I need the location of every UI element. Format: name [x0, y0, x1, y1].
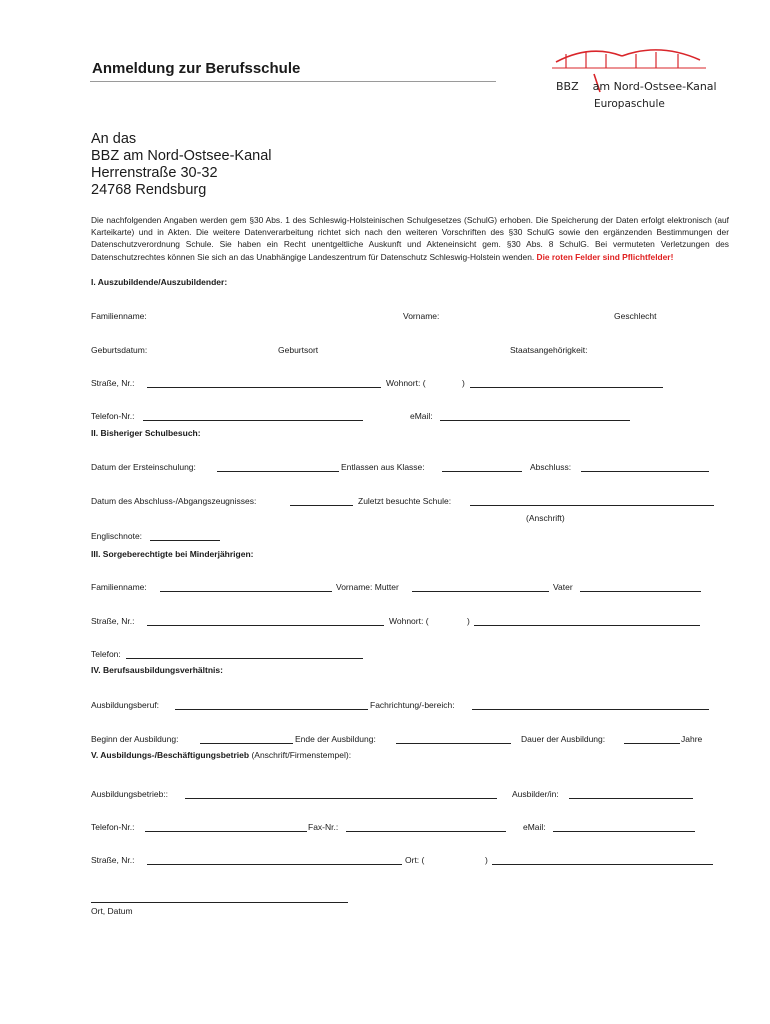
familienname-label: Familienname:: [91, 311, 147, 321]
title-divider: [90, 81, 496, 82]
privacy-notice-text: Die nachfolgenden Angaben werden gem §30 Abs. 1 des Schleswig-Holsteinischen Schulgesetzes (SchulG) erhoben. Die Speicherung der Daten erfolgt elektronisch (auf Karteikarte) und in Akten. Die weitere Datenverarbeitung richtet sich nach den weiteren Vorschriften des §30 SchulG sowie den ergänzenden Bestimmungen der Datenschutzverordnung Schule. Sie haben ein Recht unentgeltliche Auskunft und Akteneinsicht gem. §30 Abs. 8 SchulG. Bei vermuteten Verletzungen des Datenschutzrechtes können Sie sich an das Unabhängige Landeszentrum für Datenschutz Schleswig-Holstein wenden.: [91, 215, 729, 262]
ausbilder-label: Ausbilder/in:: [512, 789, 559, 799]
privacy-notice: [91, 214, 729, 263]
logo-text-name: am Nord-Ostsee-Kanal: [592, 80, 717, 93]
englischnote-label: Englischnote:: [91, 531, 143, 541]
telefon-label: Telefon-Nr.:: [91, 411, 135, 421]
address-line-3: Herrenstraße 30-32: [91, 165, 218, 181]
wohnort-field[interactable]: [470, 387, 663, 388]
section-3-heading: III. Sorgeberechtigte bei Minderjährigen:: [91, 549, 254, 559]
address-line-2: BBZ am Nord-Ostsee-Kanal: [91, 148, 272, 164]
s3-vorname-mutter-label: Vorname: Mutter: [336, 582, 399, 592]
wohnort-label: Wohnort: (: [386, 378, 426, 388]
fax-label: Fax-Nr.:: [308, 822, 339, 832]
beginn-label: Beginn der Ausbildung:: [91, 734, 179, 744]
ort-datum-label: Ort, Datum: [91, 906, 133, 916]
ausbilder-field[interactable]: [569, 798, 693, 799]
ersteinschulung-label: Datum der Ersteinschulung:: [91, 462, 196, 472]
s3-vater-field[interactable]: [580, 591, 701, 592]
abschlusszeugnis-field[interactable]: [290, 505, 353, 506]
s3-telefon-label: Telefon:: [91, 649, 121, 659]
ende-field[interactable]: [396, 743, 511, 744]
fachrichtung-label: Fachrichtung/-bereich:: [370, 700, 455, 710]
s3-familienname-field[interactable]: [160, 591, 332, 592]
required-fields-note: Die roten Felder sind Pflichtfelder!: [536, 251, 674, 262]
ausbildungsberuf-label: Ausbildungsberuf:: [91, 700, 160, 710]
address-line-4: 24768 Rendsburg: [91, 182, 207, 198]
s3-wohnort-label: Wohnort: (: [389, 616, 429, 626]
fachrichtung-field[interactable]: [472, 709, 709, 710]
s5-ort-close-label: ): [485, 855, 488, 865]
ende-label: Ende der Ausbildung:: [295, 734, 376, 744]
s3-vater-label: Vater: [553, 582, 573, 592]
geburtsdatum-label: Geburtsdatum:: [91, 345, 148, 355]
ausbildungsberuf-field[interactable]: [175, 709, 368, 710]
s5-telefon-label: Telefon-Nr.:: [91, 822, 135, 832]
abschlusszeugnis-label: Datum des Abschluss-/Abgangszeugnisses:: [91, 496, 257, 506]
strasse-label: Straße, Nr.:: [91, 378, 135, 388]
entlassen-label: Entlassen aus Klasse:: [341, 462, 425, 472]
zuletzt-schule-label: Zuletzt besuchte Schule:: [358, 496, 452, 506]
zuletzt-schule-field[interactable]: [470, 505, 714, 506]
dauer-label: Dauer der Ausbildung:: [521, 734, 606, 744]
abschluss-label: Abschluss:: [530, 462, 572, 472]
strasse-field[interactable]: [147, 387, 381, 388]
section-5-title: V. Ausbildungs-/Beschäftigungsbetrieb: [91, 750, 250, 760]
section-5-suffix: (Anschrift/Firmenstempel):: [251, 750, 352, 760]
entlassen-field[interactable]: [442, 471, 522, 472]
s5-ort-label: Ort: (: [405, 855, 425, 865]
s5-email-label: eMail:: [523, 822, 546, 832]
wohnort-close-label: ): [462, 378, 465, 388]
bbz-logo: [550, 46, 717, 116]
fax-field[interactable]: [346, 831, 506, 832]
section-4-heading: IV. Berufsausbildungsverhältnis:: [91, 665, 223, 675]
abschluss-field[interactable]: [581, 471, 709, 472]
anschrift-hint: (Anschrift): [526, 513, 565, 523]
beginn-field[interactable]: [200, 743, 293, 744]
geburtsort-label: Geburtsort: [278, 345, 319, 355]
ort-datum-field[interactable]: [91, 902, 348, 903]
s5-strasse-label: Straße, Nr.:: [91, 855, 135, 865]
address-line-1: An das: [91, 131, 137, 147]
logo-text-bbz: BBZ: [556, 80, 579, 93]
logo-text-europaschule: Europaschule: [594, 98, 665, 110]
s5-ort-field[interactable]: [492, 864, 713, 865]
jahre-label: Jahre: [681, 734, 703, 744]
email-field[interactable]: [440, 420, 630, 421]
s3-wohnort-field[interactable]: [474, 625, 700, 626]
geschlecht-label: Geschlecht: [614, 311, 657, 321]
email-label: eMail:: [410, 411, 433, 421]
staatsangehoerigkeit-label: Staatsangehörigkeit:: [510, 345, 588, 355]
page-title: Anmeldung zur Berufsschule: [92, 60, 301, 77]
dauer-field[interactable]: [624, 743, 680, 744]
ausbildungsbetrieb-field[interactable]: [185, 798, 497, 799]
section-5-heading: [91, 750, 351, 760]
telefon-field[interactable]: [143, 420, 363, 421]
s3-strasse-field[interactable]: [147, 625, 384, 626]
s5-telefon-field[interactable]: [145, 831, 307, 832]
ausbildungsbetrieb-label: Ausbildungsbetrieb::: [91, 789, 169, 799]
section-1-heading: I. Auszubildende/Auszubildender:: [91, 277, 228, 287]
s3-strasse-label: Straße, Nr.:: [91, 616, 135, 626]
s3-telefon-field[interactable]: [126, 658, 363, 659]
section-2-heading: II. Bisheriger Schulbesuch:: [91, 428, 201, 438]
vorname-label: Vorname:: [403, 311, 440, 321]
englischnote-field[interactable]: [150, 540, 220, 541]
s5-email-field[interactable]: [553, 831, 695, 832]
ersteinschulung-field[interactable]: [217, 471, 339, 472]
s5-strasse-field[interactable]: [147, 864, 402, 865]
s3-wohnort-close-label: ): [467, 616, 470, 626]
s3-vorname-mutter-field[interactable]: [412, 591, 549, 592]
s3-familienname-label: Familienname:: [91, 582, 147, 592]
